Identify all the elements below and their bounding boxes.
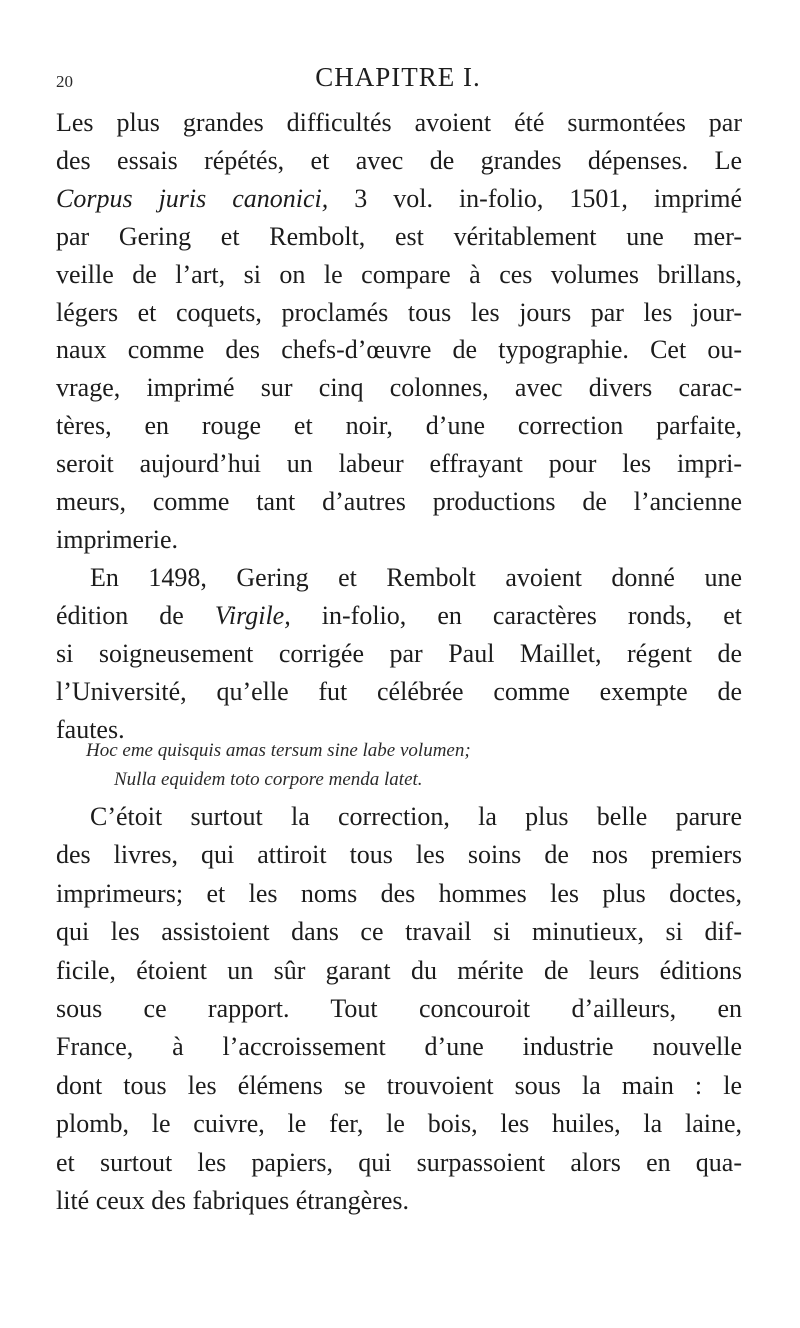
volume-count: 3 [354,183,368,213]
text-line: seroit aujourd’hui un labeur effrayant pour les impri- [56,449,742,479]
text-line: naux comme des chefs-d’œuvre de typographie. Cet ou- [56,335,742,365]
text-line: des livres, qui attiroit tous les soins de nos premiers [56,840,742,870]
text-line: lité ceux des fabriques étrangères. [56,1186,410,1216]
text-line: qui les assistoient dans ce travail si minutieux, si dif- [56,917,742,947]
italic-title: Corpus juris canonici, [56,183,329,213]
text-line: vrage, imprimé sur cinq colonnes, avec divers carac- [56,373,742,403]
text-line: l’Université, qu’elle fut célébrée comme exempte de [56,676,742,706]
text-line [56,597,742,635]
page-number: 20 [56,72,73,91]
text-fragment: vol. in-folio, 1501, imprimé [393,183,742,213]
text-line: Les plus grandes difficultés avoient été surmontées par [56,108,742,137]
text-fragment: édition de [56,600,184,630]
text-line: légers et coquets, proclamés tous les jours par les jour- [56,297,742,327]
text-line: fautes. [56,714,125,744]
body-text-bottom [56,798,742,1220]
italic-title: Virgile, [214,600,291,630]
text-line: meurs, comme tant d’autres productions de l’ancienne [56,487,742,517]
text-fragment: in-folio, en caractères ronds, et [321,600,742,630]
text-line: veille de l’art, si on le compare à ces volumes brillans, [56,259,742,289]
page-header [56,62,740,98]
text-line: ficile, étoient un sûr garant du mérite de leurs éditions [56,955,742,985]
text-line: France, à l’accroissement d’une industrie nouvelle [56,1032,742,1062]
text-line: dont tous les élémens se trouvoient sous la main : le [56,1070,742,1100]
text-line: C’étoit surtout la correction, la plus belle parure [90,802,742,831]
text-line [56,180,742,218]
running-head: CHAPITRE I. [315,62,481,92]
text-line: plomb, le cuivre, le fer, le bois, les huiles, la laine, [56,1109,742,1139]
latin-quote [86,736,726,794]
text-line: imprimeurs; et les noms des hommes les plus doctes, [56,878,742,908]
text-line: En 1498, Gering et Rembolt avoient donné une [90,562,742,592]
body-text-top [56,104,742,748]
text-line: sous ce rapport. Tout concouroit d’ailleurs, en [56,994,742,1024]
text-line: si soigneusement corrigée par Paul Maillet, régent de [56,638,742,668]
text-line: imprimerie. [56,524,179,554]
quote-line: Hoc eme quisquis amas tersum sine labe volumen; [86,740,471,761]
text-line: des essais répétés, et avec de grandes dépenses. Le [56,145,742,175]
quote-line: Nulla equidem toto corpore menda latet. [114,769,423,790]
text-line: tères, en rouge et noir, d’une correction parfaite, [56,411,742,441]
text-line: par Gering et Rembolt, est véritablement une mer- [56,221,742,251]
text-line: et surtout les papiers, qui surpassoient alors en qua- [56,1147,742,1177]
